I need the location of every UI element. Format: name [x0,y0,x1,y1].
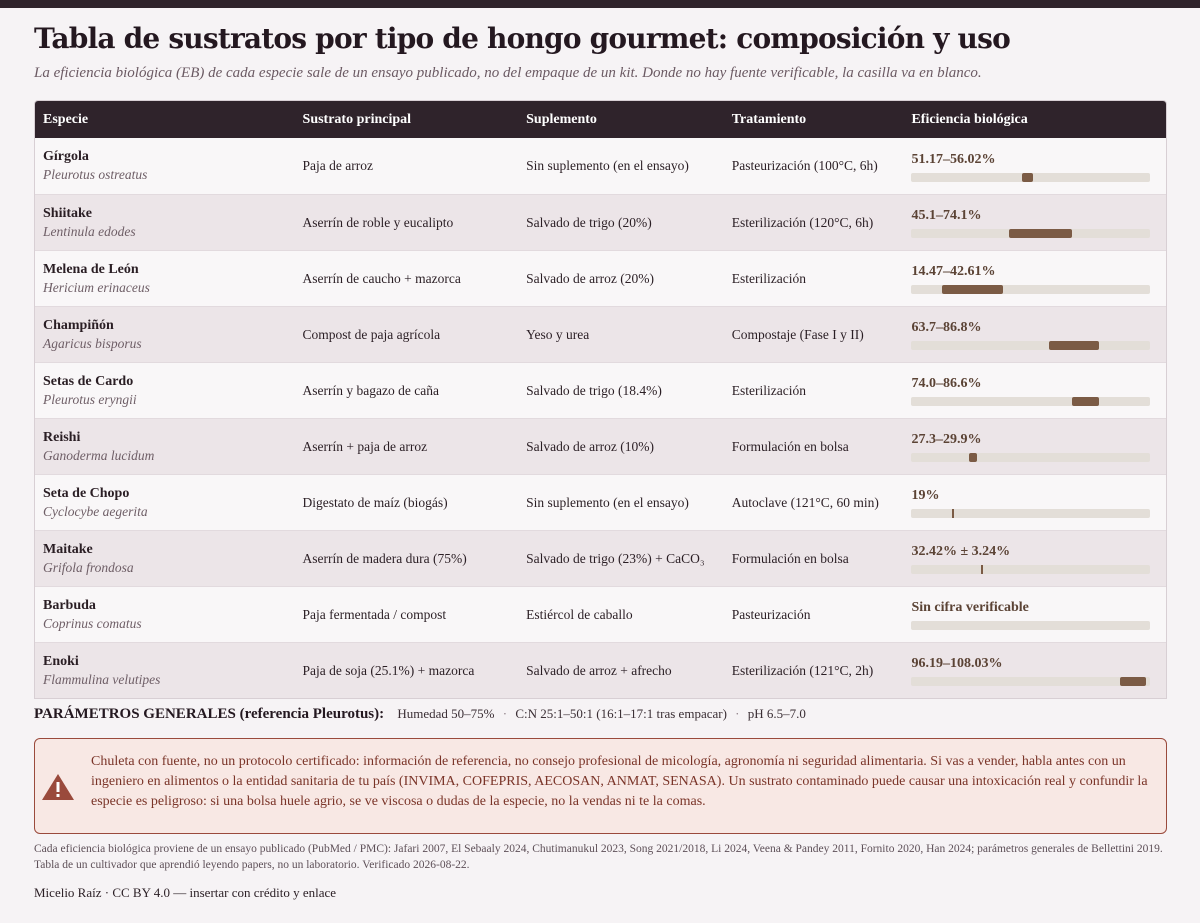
efficiency-cell [903,599,1166,630]
table-row [35,642,1166,698]
species-scientific-name: Pleurotus ostreatus [43,167,148,182]
efficiency-value: 63.7–86.8% [911,320,982,335]
table-row [35,530,1166,586]
species-name: Maitake [43,541,93,557]
species-cell [35,205,295,241]
species-scientific-name: Pleurotus eryngii [43,391,137,407]
efficiency-value: 74.0–86.6% [911,376,982,391]
substrate-cell: Paja fermentada / compost [302,606,447,622]
col-header-suplemento: Suplemento [526,111,597,127]
species-cell [35,373,295,409]
substrate-cell: Paja de arroz [302,158,373,173]
col-header-especie: Especie [43,111,89,127]
supplement-cell: Salvado de trigo (23%) + CaCO₃ [526,550,705,566]
species-cell [35,541,295,577]
species-name: Melena de León [43,261,139,277]
substrate-cell: Aserrín de caucho + mazorca [302,270,461,286]
param-ph: pH 6.5–7.0 [747,706,806,721]
efficiency-cell [903,375,1166,406]
substrate-table [34,100,1167,699]
efficiency-bar-fill [942,285,1003,294]
efficiency-cell [903,543,1166,574]
substrate-cell: Aserrín y bagazo de caña [302,382,439,398]
supplement-cell: Salvado de trigo (18.4%) [526,382,662,398]
species-cell [35,597,295,633]
efficiency-bar-fill [969,453,977,462]
substrate-cell: Aserrín + paja de arroz [302,438,428,454]
page-subtitle: La eficiencia biológica (EB) de cada especie sale de un ensayo publicado, no del empaque de un kit. Donde no hay fuente verificable, la casilla va en blanco. [34,65,982,81]
params-label: PARÁMETROS GENERALES (referencia Pleurotus): [34,706,385,722]
species-cell [35,317,295,353]
efficiency-value: 19% [911,488,940,503]
supplement-cell: Sin suplemento (en el ensayo) [526,494,689,510]
efficiency-cell [903,319,1166,350]
efficiency-bar-fill [1009,229,1072,238]
treatment-cell: Esterilización (121°C, 2h) [731,662,874,678]
table-row [35,586,1166,642]
species-cell [35,261,295,297]
efficiency-value: 14.47–42.61% [911,264,996,279]
species-scientific-name: Flammulina velutipes [43,671,161,687]
efficiency-value: 45.1–74.1% [911,208,982,223]
efficiency-value: Sin cifra verificable [911,600,1029,615]
substrate-cell: Digestato de maíz (biogás) [302,494,448,510]
footnote-sources: Cada eficiencia biológica proviene de un ensayo publicado (PubMed / PMC): Jafari 2007, El Sebaaly 2024, Chutimanukul 2023, Song 2021/2018, Li 2024, Veena & Pandey 2011, Fornito 2020, Han 2024; parámetros generales de Bellettini 2019. Tabla de un cultivador que aprendió leyendo papers, no un laboratorio. Verificado 2026-08-22. [34,843,1163,871]
species-scientific-name: Agaricus bisporus [43,335,142,351]
species-name: Enoki [43,653,79,669]
species-cell [35,148,295,184]
efficiency-bar-track [911,565,1150,574]
warning-text: Chuleta con fuente, no un protocolo certificado: información de referencia, no consejo profesional de micología, agronomía ni seguridad alimentaria. Si vas a vender, habla antes con un ingeniero en alimentos o la entidad sanitaria de tu país (INVIMA, COFEPRIS, AECOSAN, ANMAT, SENASA). Un sustrato contaminado puede causar una intoxicación real y confundir la especie es peligroso: si una bolsa huele agrio, se ve viscosa o dudas de la especie, no la vendas ni te la comas. [91,754,1148,809]
table-body [35,138,1166,698]
general-parameters [34,706,806,723]
efficiency-cell [903,151,1166,182]
species-name: Barbuda [43,597,96,613]
param-cn-ratio: C:N 25:1–50:1 (16:1–17:1 tras empacar) [515,706,727,721]
species-name: Gírgola [43,149,89,164]
supplement-cell: Salvado de arroz + afrecho [526,662,672,678]
efficiency-value: 96.19–108.03% [911,656,1003,671]
efficiency-cell [903,263,1166,294]
efficiency-bar-fill [1120,677,1146,686]
substrate-cell: Paja de soja (25.1%) + mazorca [302,662,475,678]
species-name: Seta de Chopo [43,485,130,501]
param-separator: · [502,706,508,721]
top-accent-bar [0,0,1200,8]
species-cell [35,653,295,689]
efficiency-bar-track [911,509,1150,518]
treatment-cell: Compostaje (Fase I y II) [731,326,864,342]
efficiency-cell [903,431,1166,462]
efficiency-bar-track [911,229,1150,238]
supplement-cell: Salvado de arroz (20%) [526,270,654,286]
efficiency-bar-fill [1022,173,1033,182]
table-row [35,418,1166,474]
species-scientific-name: Hericium erinaceus [43,279,150,295]
efficiency-cell [903,487,1166,518]
substrate-cell: Compost de paja agrícola [302,326,441,342]
efficiency-cell [903,655,1166,686]
species-name: Champiñón [43,317,114,333]
efficiency-value: 32.42% ± 3.24% [911,544,1011,559]
table-header [35,101,1166,138]
table-row [35,474,1166,530]
treatment-cell: Pasteurización [731,606,811,622]
warning-box [34,738,1167,834]
efficiency-bar-fill [952,509,954,518]
efficiency-bar-track [911,173,1150,182]
species-scientific-name: Coprinus comatus [43,615,142,631]
credit-line: Micelio Raíz · CC BY 4.0 — insertar con crédito y enlace [34,885,337,900]
treatment-cell: Autoclave (121°C, 60 min) [731,494,879,510]
species-scientific-name: Ganoderma lucidum [43,447,155,463]
supplement-cell: Salvado de arroz (10%) [526,438,654,454]
treatment-cell: Formulación en bolsa [731,438,849,454]
treatment-cell: Esterilización [731,270,806,286]
table-row [35,138,1166,194]
col-header-sustrato: Sustrato principal [302,111,412,127]
efficiency-bar-track [911,285,1150,294]
supplement-cell: Salvado de trigo (20%) [526,214,652,230]
efficiency-bar-track [911,341,1150,350]
efficiency-value: 51.17–56.02% [911,151,996,167]
efficiency-bar-fill [1049,341,1099,350]
table-row [35,250,1166,306]
efficiency-bar-fill [1072,397,1099,406]
efficiency-bar-track [911,397,1150,406]
substrate-cell: Aserrín de madera dura (75%) [302,550,467,566]
efficiency-bar-fill [981,565,983,574]
species-cell [35,485,295,521]
efficiency-bar-track [911,621,1150,630]
warning-triangle-icon [41,773,75,801]
species-name: Shiitake [43,205,93,221]
col-header-eficiencia: Eficiencia biológica [911,111,1028,127]
table-row [35,306,1166,362]
species-name: Setas de Cardo [43,373,134,389]
param-separator: · [735,706,740,721]
species-scientific-name: Cyclocybe aegerita [43,503,148,519]
species-name: Reishi [43,429,81,445]
col-header-tratamiento: Tratamiento [731,111,807,127]
treatment-cell: Formulación en bolsa [731,550,849,566]
substrate-cell: Aserrín de roble y eucalipto [302,214,454,230]
efficiency-bar-track [911,677,1150,686]
efficiency-bar-track [911,453,1150,462]
treatment-cell: Esterilización (120°C, 6h) [731,214,874,230]
efficiency-cell [903,207,1166,238]
param-humidity: Humedad 50–75% [397,706,495,721]
supplement-cell: Yeso y urea [526,326,590,342]
page-title: Tabla de sustratos por tipo de hongo gourmet: composición y uso [34,22,1010,55]
supplement-cell: Estiércol de caballo [526,606,633,622]
species-scientific-name: Lentinula edodes [43,223,136,239]
supplement-cell: Sin suplemento (en el ensayo) [526,158,689,173]
efficiency-value: 27.3–29.9% [911,432,982,447]
species-cell [35,429,295,465]
table-row [35,362,1166,418]
species-scientific-name: Grifola frondosa [43,559,134,575]
treatment-cell: Esterilización [731,382,806,398]
table-row [35,194,1166,250]
treatment-cell: Pasteurización (100°C, 6h) [731,158,878,173]
